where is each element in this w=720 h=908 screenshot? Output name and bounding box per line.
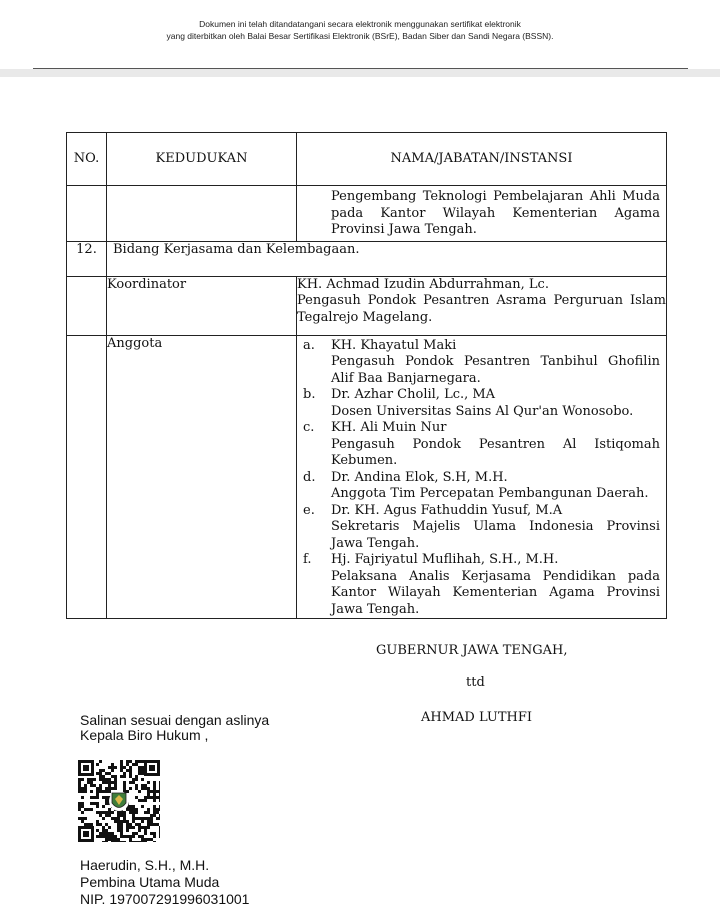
signature-ttd: ttd <box>466 675 485 690</box>
list-item: c. KH. Ali Muin Nur Pengasuh Pondok Pesantren Al Istiqomah Kebumen. <box>303 420 660 468</box>
member-list <box>297 336 666 619</box>
continued-text: Pengembang Teknologi Pembelajaran Ahli Muda pada Kantor Wilayah Kementerian Agama Provinsi Jawa Tengah. <box>331 189 660 237</box>
table-row <box>67 276 667 335</box>
notice-line-1: Dokumen ini telah ditandatangani secara elektronik menggunakan sertifikat elektronik <box>199 19 521 29</box>
koordinator-desc: Pengasuh Pondok Pesantren Asrama Perguruan Islam Tegalrejo Magelang. <box>297 293 666 325</box>
qr-code-icon <box>78 760 160 842</box>
electronic-signature-notice <box>0 18 720 42</box>
list-item: d. Dr. Andina Elok, S.H, M.H. Anggota Tim Percepatan Pembangunan Daerah. <box>303 469 649 501</box>
official-name: Haerudin, S.H., M.H. <box>80 857 210 873</box>
list-item: e. Dr. KH. Agus Fathuddin Yusuf, M.A Sekretaris Majelis Ulama Indonesia Provinsi Jawa Tengah. <box>303 502 660 551</box>
header-no: NO. <box>67 133 107 186</box>
list-item: b. Dr. Azhar Cholil, Lc., MA Dosen Universitas Sains Al Qur'an Wonosobo. <box>303 387 634 419</box>
section-number: 12. <box>67 241 107 276</box>
official-nip: NIP. 197007291996031001 <box>80 891 250 907</box>
copy-line-2: Kepala Biro Hukum , <box>80 727 209 743</box>
header-rule <box>33 68 688 69</box>
table-header-row <box>67 133 667 186</box>
header-nama: NAMA/JABATAN/INSTANSI <box>297 133 667 186</box>
signatory-title: GUBERNUR JAWA TENGAH, <box>376 643 568 658</box>
role-koordinator: Koordinator <box>107 276 297 335</box>
table-row <box>67 186 667 242</box>
section-title: Bidang Kerjasama dan Kelembagaan. <box>107 241 667 276</box>
notice-line-2: yang diterbitkan oleh Balai Besar Sertifikasi Elektronik (BSrE), Badan Siber dan Sandi Negara (BSSN). <box>166 31 554 41</box>
table-row <box>67 335 667 619</box>
membership-table <box>66 132 667 619</box>
official-identity <box>80 857 249 908</box>
role-anggota: Anggota <box>107 335 297 619</box>
list-item: f. Hj. Fajriyatul Muflihah, S.H., M.H. Pelaksana Analis Kerjasama Pendidikan pada Kantor Wilayah Kementerian Agama Provinsi Jawa Tengah. <box>303 552 660 617</box>
header-kedudukan: KEDUDUKAN <box>107 133 297 186</box>
table-row <box>67 241 667 276</box>
signatory-name: AHMAD LUTHFI <box>421 710 533 725</box>
page-separator-band <box>0 69 720 77</box>
copy-line-1: Salinan sesuai dengan aslinya <box>80 712 270 728</box>
koordinator-name: KH. Achmad Izudin Abdurrahman, Lc. <box>297 276 549 292</box>
official-rank: Pembina Utama Muda <box>80 874 220 890</box>
list-item: a. KH. Khayatul Maki Pengasuh Pondok Pesantren Tanbihul Ghofilin Alif Baa Banjarnegara. <box>303 337 660 386</box>
copy-attestation <box>80 713 269 743</box>
